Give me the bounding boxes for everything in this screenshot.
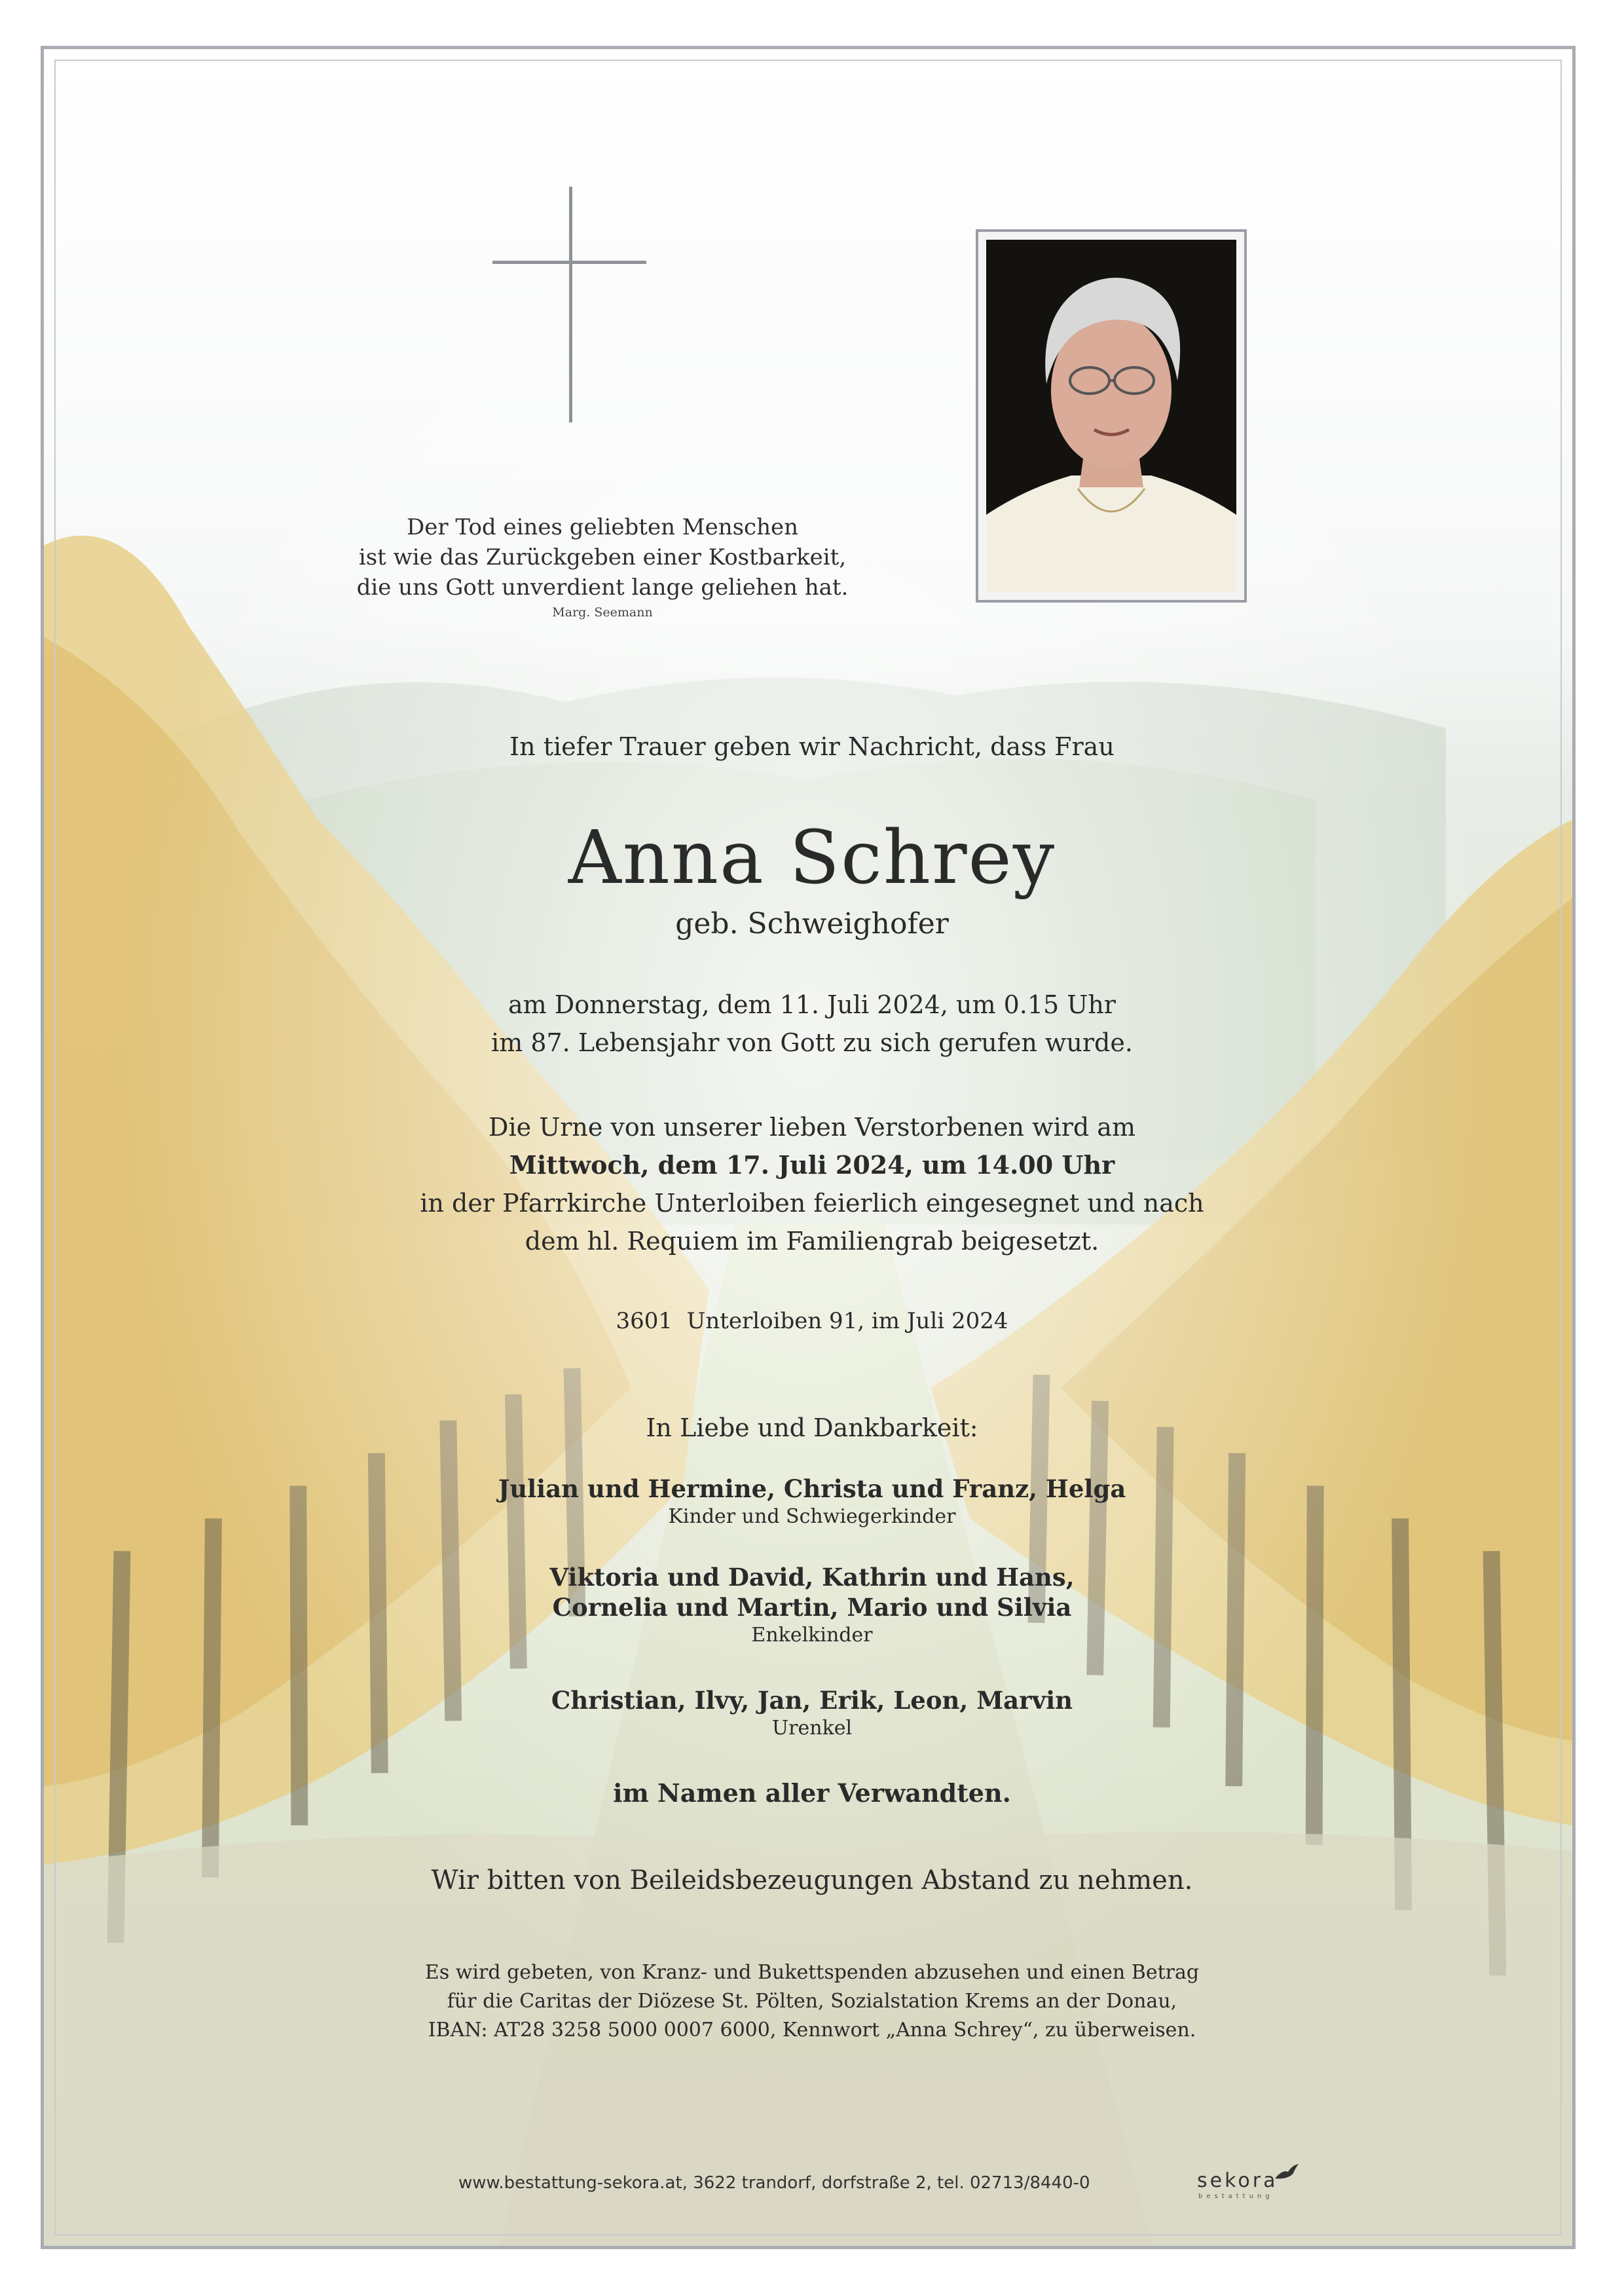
sekora-logo: sekora (1197, 2169, 1278, 2192)
donation-line: Es wird gebeten, von Kranz- und Bukettspenden abzusehen und einen Betrag (424, 1961, 1200, 1984)
funeral-line: in der Pfarrkirche Unterloiben feierlich eingesegnet und nach (420, 1189, 1204, 1218)
condolence-request: Wir bitten von Beileidsbezeugungen Abstand zu nehmen. (431, 1865, 1193, 1895)
donation-notice (0, 1958, 1624, 2045)
funeral-line: Die Urne von unserer lieben Verstorbenen wird am (489, 1113, 1135, 1142)
donation-line: IBAN: AT28 3258 5000 0007 6000, Kennwort „Anna Schrey“, zu überweisen. (428, 2019, 1196, 2042)
family-role: Kinder und Schwiegerkinder (668, 1505, 956, 1528)
bird-icon (1274, 2163, 1300, 2182)
family-group-children (0, 1474, 1624, 1530)
family-role: Enkelkinder (751, 1624, 873, 1647)
family-names: Cornelia und Martin, Mario und Silvia (552, 1593, 1072, 1622)
family-names: Viktoria und David, Kathrin und Hans, (549, 1563, 1075, 1592)
funeral-notice (0, 1108, 1624, 1260)
birth-name: geb. Schweighofer (675, 907, 949, 941)
portrait-frame (976, 229, 1247, 603)
quote-block (275, 512, 930, 622)
quote-line: die uns Gott unverdient lange geliehen hat. (356, 574, 849, 601)
address-date: 3601 Unterloiben 91, im Juli 2024 (616, 1308, 1008, 1334)
quote-author: Marg. Seemann (552, 605, 653, 620)
intro-text: In tiefer Trauer geben wir Nachricht, dass Frau (509, 732, 1115, 761)
footer-contact: www.bestattung-sekora.at, 3622 trandorf, dorfstraße 2, tel. 02713/8440-0 (458, 2173, 1090, 2193)
funeral-date: Mittwoch, dem 17. Juli 2024, um 14.00 Uhr (509, 1150, 1115, 1180)
sekora-logo-sub: bestattung (1198, 2193, 1274, 2200)
thanks-heading: In Liebe und Dankbarkeit: (646, 1413, 978, 1442)
family-names: Christian, Ilvy, Jan, Erik, Leon, Marvin (551, 1686, 1073, 1715)
death-notice (0, 986, 1624, 1062)
funeral-line: dem hl. Requiem im Familiengrab beigesetzt. (525, 1227, 1099, 1256)
quote-line: Der Tod eines geliebten Menschen (406, 514, 799, 540)
death-notice-line: im 87. Lebensjahr von Gott zu sich gerufen wurde. (491, 1028, 1133, 1057)
family-group-great-grandchildren (0, 1685, 1624, 1742)
donation-line: für die Caritas der Diözese St. Pölten, Sozialstation Krems an der Donau, (447, 1990, 1177, 2013)
deceased-name: Anna Schrey (568, 815, 1056, 901)
family-group-grandchildren (0, 1562, 1624, 1649)
family-names: Julian und Hermine, Christa und Franz, Helga (498, 1474, 1126, 1503)
portrait-photo (986, 240, 1236, 592)
quote-line: ist wie das Zurückgeben einer Kostbarkeit, (358, 544, 847, 570)
family-role: Urenkel (771, 1717, 853, 1740)
closing-line: im Namen aller Verwandten. (613, 1778, 1011, 1808)
death-notice-line: am Donnerstag, dem 11. Juli 2024, um 0.15 Uhr (508, 990, 1116, 1019)
